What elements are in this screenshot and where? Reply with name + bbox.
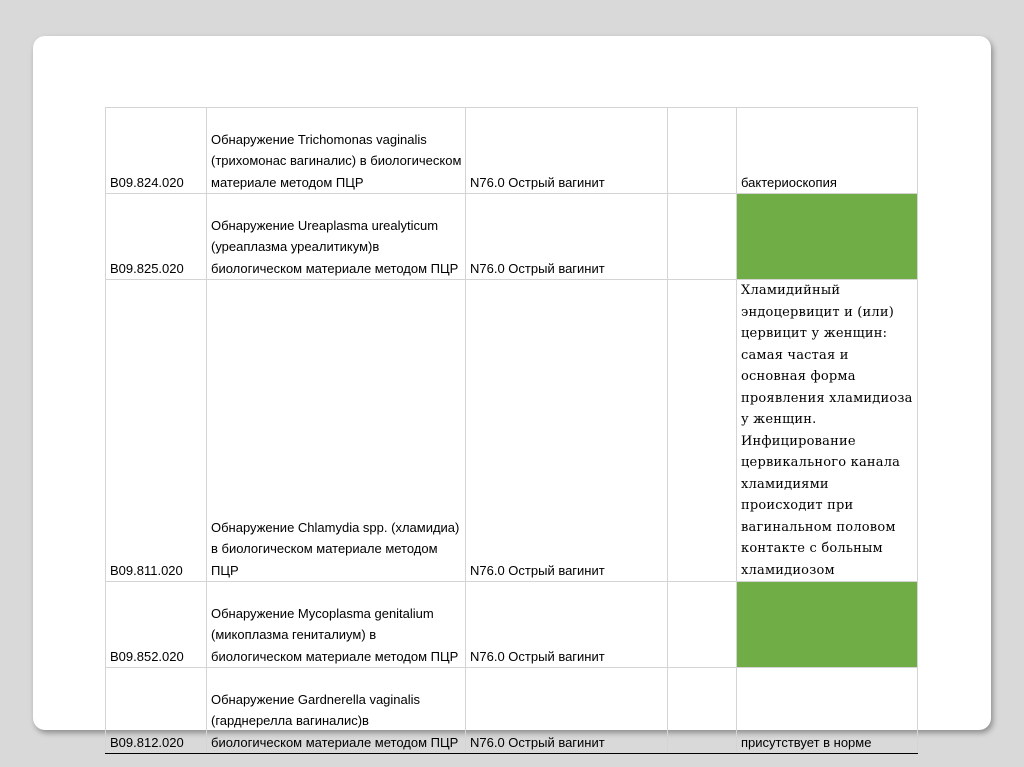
table-row xyxy=(106,668,918,754)
code-cell: B09.825.020 xyxy=(106,194,207,280)
name-cell: Обнаружение Gardnerella vaginalis (гарднерелла вагиналис)в биологическом материале методом ПЦР xyxy=(207,668,466,754)
name-cell: Обнаружение Ureaplasma urealyticum (уреаплазма уреалитикум)в биологическом материале методом ПЦР xyxy=(207,194,466,280)
code-cell: B09.824.020 xyxy=(106,108,207,194)
code-cell: B09.852.020 xyxy=(106,582,207,668)
empty-cell xyxy=(668,194,737,280)
green-highlight-cell xyxy=(737,194,918,280)
data-table xyxy=(105,107,918,754)
diagnosis-cell: N76.0 Острый вагинит xyxy=(466,582,668,668)
empty-cell xyxy=(668,108,737,194)
diagnosis-cell: N76.0 Острый вагинит xyxy=(466,194,668,280)
note-cell: Хламидийный эндоцервицит и (или) цервицит у женщин: самая частая и основная форма проявления хламидиоза у женщин. Инфицирование цервикального канала хламидиями происходит при вагинальном половом контакте с больным хламидиозом xyxy=(737,280,918,582)
diagnosis-cell: N76.0 Острый вагинит xyxy=(466,668,668,754)
note-cell: бактериоскопия xyxy=(737,108,918,194)
name-cell: Обнаружение Trichomonas vaginalis (трихомонас вагиналис) в биологическом материале методом ПЦР xyxy=(207,108,466,194)
empty-cell xyxy=(668,582,737,668)
name-cell: Обнаружение Mycoplasma genitalium (микоплазма гениталиум) в биологическом материале методом ПЦР xyxy=(207,582,466,668)
table-row xyxy=(106,280,918,582)
diagnosis-cell: N76.0 Острый вагинит xyxy=(466,108,668,194)
diagnosis-cell: N76.0 Острый вагинит xyxy=(466,280,668,582)
name-cell: Обнаружение Chlamydia spp. (хламидиа) в биологическом материале методом ПЦР xyxy=(207,280,466,582)
code-cell: B09.811.020 xyxy=(106,280,207,582)
code-cell: B09.812.020 xyxy=(106,668,207,754)
note-cell: присутствует в норме xyxy=(737,668,918,754)
empty-cell xyxy=(668,668,737,754)
green-highlight-cell xyxy=(737,582,918,668)
table-row xyxy=(106,108,918,194)
table-row xyxy=(106,194,918,280)
empty-cell xyxy=(668,280,737,582)
table-row xyxy=(106,582,918,668)
